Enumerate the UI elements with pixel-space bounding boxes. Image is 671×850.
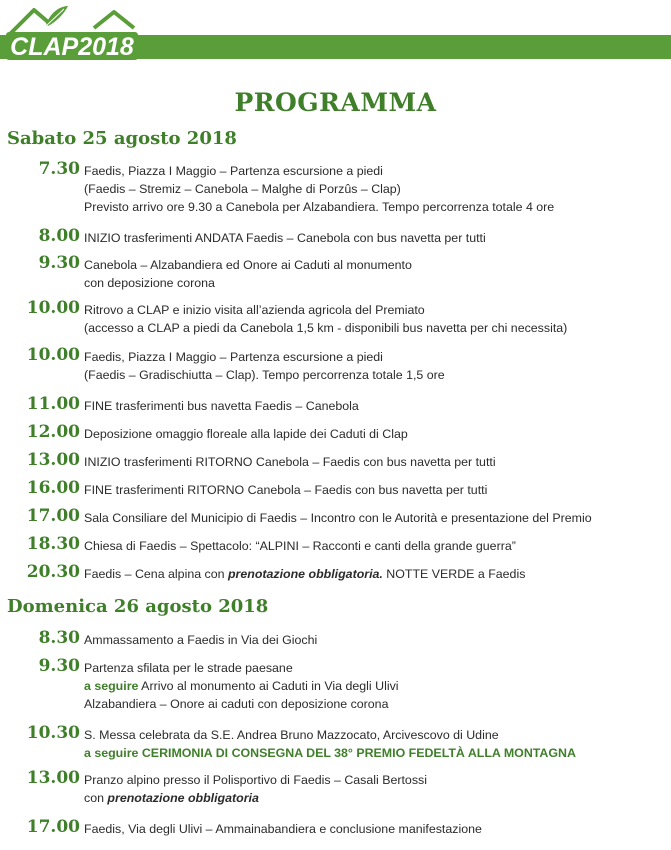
highlight-text: a seguire CERIMONIA DI CONSEGNA DEL 38° PREMIO FEDELTÀ ALLA MONTAGNA bbox=[84, 746, 576, 760]
description-text: Arrivo al monumento ai Caduti in Via degli Ulivi bbox=[138, 679, 399, 693]
event-description-line bbox=[84, 425, 408, 443]
event-description-line bbox=[84, 301, 567, 319]
event-time: 10.00 bbox=[26, 298, 80, 318]
description-text: (Faedis – Gradischiutta – Clap). Tempo percorrenza totale 1,5 ore bbox=[84, 368, 445, 382]
event-description-line bbox=[84, 481, 487, 499]
event-description-line bbox=[84, 744, 576, 762]
description-text: Sala Consiliare del Municipio di Faedis – Incontro con le Autorità e presentazione del Premio bbox=[84, 511, 592, 525]
event-description-line bbox=[84, 677, 399, 695]
description-text: Chiesa di Faedis – Spettacolo: “ALPINI – Racconti e canti della grande guerra” bbox=[84, 539, 516, 553]
description-text: Faedis, Piazza I Maggio – Partenza escursione a piedi bbox=[84, 350, 383, 364]
event-time: 17.00 bbox=[26, 506, 80, 526]
event-time: 10.30 bbox=[26, 723, 80, 743]
event-time: 12.00 bbox=[26, 422, 80, 442]
description-text: Ammassamento a Faedis in Via dei Giochi bbox=[84, 633, 318, 647]
description-text: Previsto arrivo ore 9.30 a Canebola per Alzabandiera. Tempo percorrenza totale 4 ore bbox=[84, 200, 555, 214]
description-text: Pranzo alpino presso il Polisportivo di Faedis – Casali Bertossi bbox=[84, 773, 427, 787]
event-time: 17.00 bbox=[26, 817, 80, 837]
svg-text:CLAP2018: CLAP2018 bbox=[10, 33, 134, 60]
event-description-line bbox=[84, 348, 445, 366]
event-description-line bbox=[84, 274, 412, 292]
description-text: FINE trasferimenti RITORNO Canebola – Faedis con bus navetta per tutti bbox=[84, 483, 488, 497]
event-description-line bbox=[84, 695, 399, 713]
page-title: PROGRAMMA bbox=[234, 88, 437, 117]
event-time: 11.00 bbox=[26, 394, 80, 414]
event-description-line bbox=[84, 771, 427, 789]
event-time: 8.00 bbox=[38, 226, 80, 246]
day-heading: Domenica 26 agosto 2018 bbox=[7, 596, 269, 617]
event-time: 7.30 bbox=[38, 159, 80, 179]
description-text: Alzabandiera – Onore ai caduti con deposizione corona bbox=[84, 697, 389, 711]
description-text: (accesso a CLAP a piedi da Canebola 1,5 km - disponibili bus navetta per chi necessita) bbox=[84, 321, 568, 335]
event-description-line bbox=[84, 631, 317, 649]
description-text: Ritrovo a CLAP e inizio visita all’azienda agricola del Premiato bbox=[84, 303, 425, 317]
event-time: 8.30 bbox=[38, 628, 80, 648]
event-time: 20.30 bbox=[26, 562, 80, 582]
event-description-line bbox=[84, 397, 359, 415]
description-text: con bbox=[84, 791, 108, 805]
event-time: 13.00 bbox=[26, 450, 80, 470]
event-description-line bbox=[84, 198, 554, 216]
description-text: S. Messa celebrata da S.E. Andrea Bruno Mazzocato, Arcivescovo di Udine bbox=[84, 728, 499, 742]
event-time: 9.30 bbox=[38, 656, 80, 676]
description-text: FINE trasferimenti bus navetta Faedis – Canebola bbox=[84, 399, 359, 413]
event-description-line bbox=[84, 509, 592, 527]
description-text: Deposizione omaggio floreale alla lapide dei Caduti di Clap bbox=[84, 427, 408, 441]
event-description-line bbox=[84, 565, 525, 583]
event-time: 16.00 bbox=[26, 478, 80, 498]
event-time: 10.00 bbox=[26, 345, 80, 365]
highlight-text: a seguire bbox=[84, 679, 139, 693]
event-description-line bbox=[84, 789, 427, 807]
day-heading: Sabato 25 agosto 2018 bbox=[7, 128, 237, 149]
event-description-line bbox=[84, 366, 445, 384]
event-description-line bbox=[84, 659, 399, 677]
description-text: Faedis, Via degli Ulivi – Ammainabandiera e conclusione manifestazione bbox=[84, 822, 482, 836]
description-text: Faedis, Piazza I Maggio – Partenza escursione a piedi bbox=[84, 164, 383, 178]
emphasis-text: prenotazione obbligatoria bbox=[107, 791, 259, 805]
event-description-line bbox=[84, 453, 496, 471]
description-text: Partenza sfilata per le strade paesane bbox=[84, 661, 293, 675]
description-text: INIZIO trasferimenti ANDATA Faedis – Canebola con bus navetta per tutti bbox=[84, 231, 486, 245]
clap-2018-logo bbox=[6, 4, 138, 60]
description-text: Canebola – Alzabandiera ed Onore ai Caduti al monumento bbox=[84, 258, 412, 272]
event-description-line bbox=[84, 537, 516, 555]
event-description-line bbox=[84, 820, 482, 838]
event-description-line bbox=[84, 319, 567, 337]
description-text: con deposizione corona bbox=[84, 276, 215, 290]
event-time: 18.30 bbox=[26, 534, 80, 554]
description-text: (Faedis – Stremiz – Canebola – Malghe di Porzûs – Clap) bbox=[84, 182, 401, 196]
description-text: INIZIO trasferimenti RITORNO Canebola – Faedis con bus navetta per tutti bbox=[84, 455, 496, 469]
emphasis-text: prenotazione obbligatoria. bbox=[227, 567, 383, 581]
event-description-line bbox=[84, 726, 576, 744]
description-text: Faedis – Cena alpina con bbox=[84, 567, 228, 581]
event-description-line bbox=[84, 256, 412, 274]
event-time: 9.30 bbox=[38, 253, 80, 273]
event-description-line bbox=[84, 229, 486, 247]
event-description-line bbox=[84, 180, 554, 198]
event-time: 13.00 bbox=[26, 768, 80, 788]
event-description-line bbox=[84, 162, 554, 180]
description-text: NOTTE VERDE a Faedis bbox=[382, 567, 526, 581]
